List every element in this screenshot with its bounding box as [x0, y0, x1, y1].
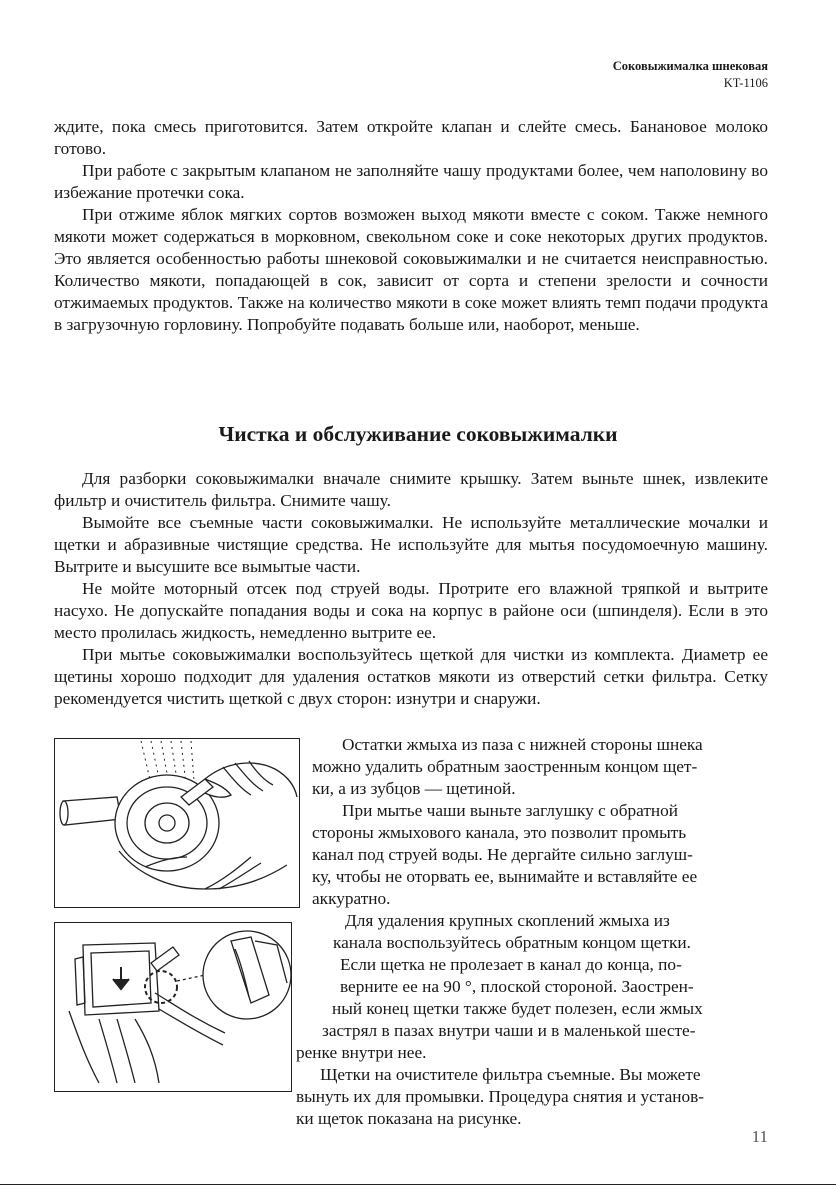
side1-line: канал под струей воды. Не дергайте сильно заглуш-	[312, 845, 693, 864]
side1-line: Остатки жмыха из паза с нижней стороны шнека	[342, 735, 703, 754]
section-paragraph-3: Не мойте моторный отсек под струей воды. Протрите его влажной тряпкой и вытрите насухо. Не допускайте попадания воды и сока на корпус в районе оси (шпинделя). Если в это место пролилась жидкость, немедленно вытрите ее.	[54, 579, 768, 642]
side2-line: Щетки на очистителе фильтра съемные. Вы можете	[320, 1065, 701, 1084]
section-paragraph-1: Для разборки соковыжималки вначале снимите крышку. Затем выньте шнек, извлеките фильтр и очиститель фильтра. Снимите чашу.	[54, 469, 768, 510]
side2-line: ный конец щетки также будет полезен, если жмых	[332, 999, 703, 1018]
header-title: Соковыжималка шнековая	[612, 59, 768, 73]
section-title: Чистка и обслуживание соковыжималки	[218, 422, 618, 446]
hands-washing-bowl-icon	[55, 739, 299, 907]
side2-line: застрял в пазах внутри чаши и в маленькой шесте-	[322, 1021, 696, 1040]
side1-line: При мытье чаши выньте заглушку с обратной	[342, 801, 679, 820]
side1-line: можно удалить обратным заостренным концом щет-	[312, 757, 698, 776]
side1-line: стороны жмыхового канала, это позволит промыть	[312, 823, 687, 842]
side2-line: ренке внутри нее.	[296, 1043, 427, 1062]
side2-line: вынуть их для промывки. Процедура снятия и установ-	[296, 1087, 705, 1106]
page-header	[613, 58, 768, 92]
side2-line: Если щетка не пролезает в канал до конца, по-	[340, 955, 682, 974]
side-text-2	[0, 910, 780, 1130]
side2-line: Для удаления крупных скоплений жмыха из	[345, 911, 670, 930]
side2-line: верните ее на 90 °, плоской стороной. Заострен-	[340, 977, 694, 996]
side2-line: канала воспользуйтесь обратным концом щетки.	[333, 933, 691, 952]
header-model: KT-1106	[723, 76, 768, 90]
section-text	[54, 468, 768, 710]
side2-line: ки щеток показана на рисунке.	[296, 1109, 522, 1128]
intro-paragraph-1: ждите, пока смесь приготовится. Затем откройте клапан и слейте смесь. Банановое молоко готово.	[54, 117, 768, 158]
side-text-1	[312, 734, 772, 910]
section-paragraph-2: Вымойте все съемные части соковыжималки. Не используйте металлические мочалки и щетки и абразивные чистящие средства. Не используйте для мытья посудомоечную машину. Вытрите и высушите все вымытые части.	[54, 513, 768, 576]
side1-line: ки, а из зубцов — щетиной.	[312, 779, 516, 798]
intro-paragraph-3: При отжиме яблок мягких сортов возможен выход мякоти вместе с соком. Также немного мякоти может содержаться в морковном, свекольном соке и соке некоторых других продуктов. Это является особенностью работы шнековой соковыжималки и не считается неисправностью. Количество мякоти, попадающей в сок, зависит от сорта и степени зрелости и сочности отжимаемых продуктов. Также на количество мякоти в соке может влиять темп подачи продукта в загрузочную горловину. Попробуйте подавать больше или, наоборот, меньше.	[54, 205, 768, 334]
side1-line: ку, чтобы не оторвать ее, вынимайте и вставляйте ее	[312, 867, 698, 886]
side1-line: аккуратно.	[312, 889, 391, 908]
bottom-rule	[0, 1184, 836, 1185]
intro-paragraph-2: При работе с закрытым клапаном не заполняйте чашу продуктами более, чем наполовину во избежание протечки сока.	[54, 161, 768, 202]
figure-washing-bowl	[54, 738, 300, 908]
page-number: 11	[751, 1127, 768, 1146]
intro-text	[54, 116, 768, 336]
section-paragraph-4: При мытье соковыжималки воспользуйтесь щеткой для чистки из комплекта. Диаметр ее щетины хорошо подходит для удаления остатков мякоти из отверстий сетки фильтра. Сетку рекомендуется чистить щеткой с двух сторон: изнутри и снаружи.	[54, 645, 768, 708]
